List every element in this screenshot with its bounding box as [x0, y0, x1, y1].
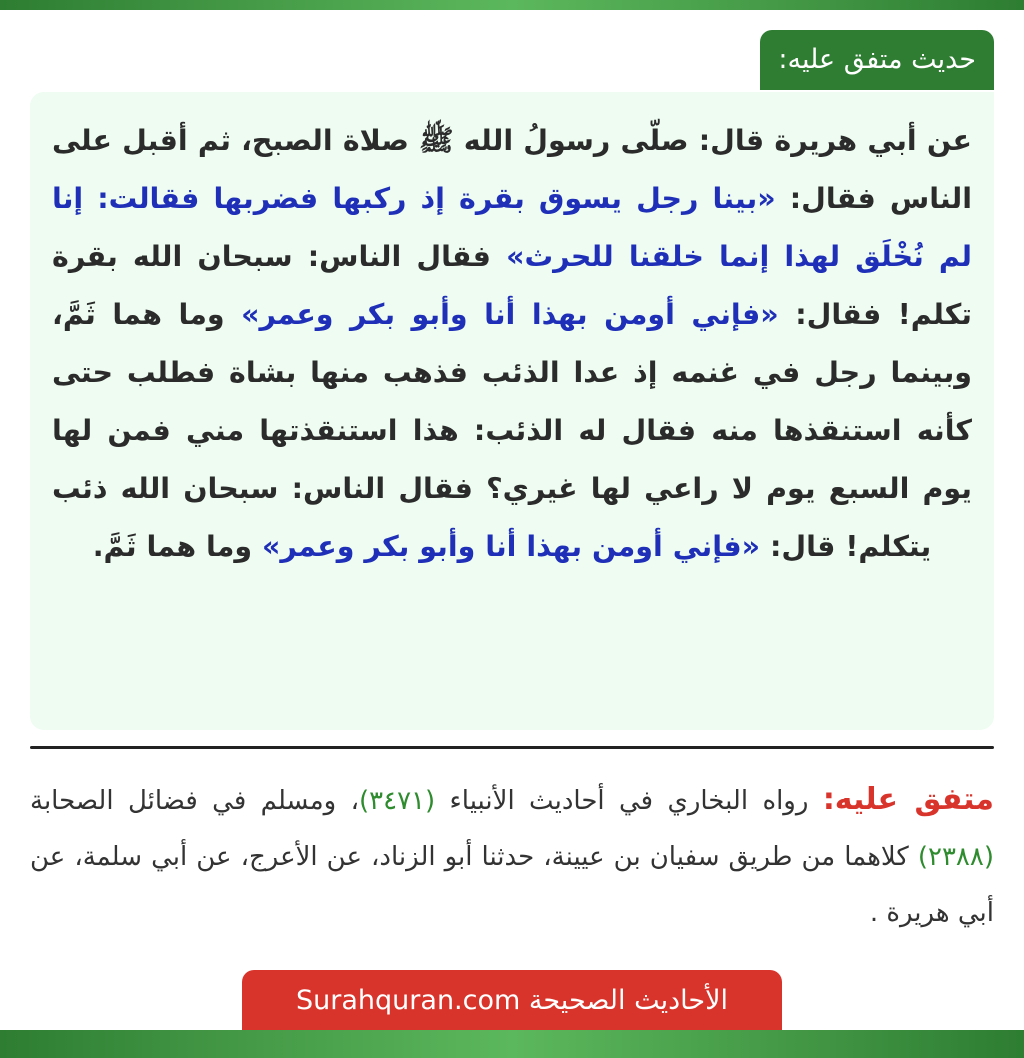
hadith-narration-3: وما هما ثَمَّ، وبينما رجل في غنمه إذ عدا الذئب فذهب منها بشاة فطلب حتى كأنه استنقذها منه فقال له الذئب: هذا استنقذتها مني فمن لها يوم السبع يوم لا راعي لها غيري؟ فقال الناس: سبحان الله ذئب يتكلم! قال: [52, 298, 972, 563]
hadith-narration-1: عن أبي هريرة قال: صلّى رسولُ الله ﷺ صلاة الصبح، ثم أقبل على الناس فقال: [52, 124, 972, 215]
bottom-accent-bar [0, 1030, 1024, 1058]
hadith-narration-4: وما هما ثَمَّ. [92, 530, 262, 563]
source-text-1: رواه البخاري في أحاديث الأنبياء [435, 786, 823, 816]
hadith-quote-1: «بينا رجل يسوق بقرة إذ ركبها فضربها فقالت: إنا لم نُخْلَق لهذا إنما خلقنا للحرث» [52, 182, 972, 273]
reference-number-bukhari: (٣٤٧١) [359, 786, 436, 816]
reference-number-muslim: (٢٣٨٨) [917, 842, 994, 872]
hadith-text [52, 112, 972, 576]
divider [30, 746, 994, 749]
source-text-3: كلاهما من طريق سفيان بن عيينة، حدثنا أبو الزناد، عن الأعرج، عن أبي سلمة، عن أبي هريرة . [30, 842, 994, 928]
site-link-button[interactable]: الأحاديث الصحيحة Surahquran.com [242, 970, 782, 1032]
source-note [30, 772, 994, 941]
hadith-narration-2: فقال الناس: سبحان الله بقرة تكلم! فقال: [52, 240, 973, 331]
source-text-2: ، ومسلم في فضائل الصحابة [30, 786, 359, 816]
source-title: متفق عليه: [822, 782, 995, 817]
hadith-quote-3: «فإني أومن بهذا أنا وأبو بكر وعمر» [262, 530, 761, 563]
section-label: حديث متفق عليه: [760, 30, 994, 90]
hadith-quote-2: «فإني أومن بهذا أنا وأبو بكر وعمر» [241, 298, 779, 331]
top-accent-bar [0, 0, 1024, 10]
hadith-box [30, 92, 994, 730]
